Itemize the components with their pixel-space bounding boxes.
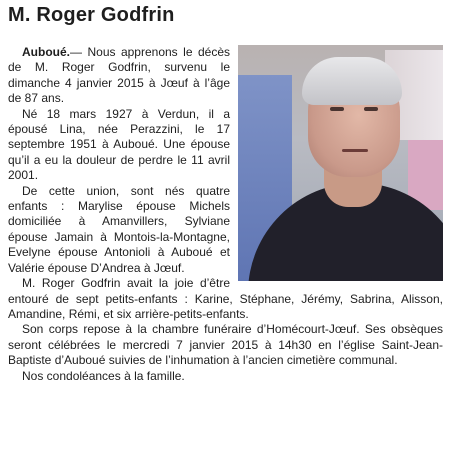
paragraph-5: Son corps repose à la chambre funéraire d’Homécourt-Jœuf. Ses obsèques seront célébrées le mercredi 7 janvier 2015 à 14h30 en l’église Saint-Jean-Baptiste d’Auboué suivies de l’inhumation à l’ancien cimetière communal. (8, 322, 443, 368)
portrait-photo (238, 45, 443, 281)
photo-hair (302, 57, 402, 105)
paragraph-1-text: — Nous apprenons le décès de M. Roger Godfrin, survenu le dimanche 4 janvier 2015 à Jœuf à l’âge de 87 ans. (8, 45, 230, 106)
photo-eye-right (364, 107, 378, 111)
photo-mouth (342, 149, 368, 152)
paragraph-2: Né 18 mars 1927 à Verdun, il a épousé Lina, née Perazzini, le 17 septembre 1951 à Auboué. Une épouse qu’il a eu la douleur de perdre le 11 avril 2001. (8, 106, 230, 183)
paragraph-6: Nos condoléances à la famille. (22, 368, 185, 383)
photo-eye-left (330, 107, 344, 111)
paragraph-4: M. Roger Godfrin avait la joie d’être entouré de sept petits-enfants : Karine, Stéphane, Jérémy, Sabrina, Alisson, Amandine, Rémi, et six arrière-petits-enfants. (8, 276, 443, 321)
article-body (8, 45, 443, 384)
article-title: M. Roger Godfrin (8, 4, 175, 26)
paragraph-3: De cette union, sont nés quatre enfants : Marylise épouse Michels domiciliée à Amanvillers, Sylviane épouse Jamain à Montois-la-Montagne, Evelyne épouse Antonioli à Auboué et Valérie épouse D’Andrea à Jœuf. (8, 183, 230, 275)
dateline-place: Auboué. (22, 45, 70, 59)
